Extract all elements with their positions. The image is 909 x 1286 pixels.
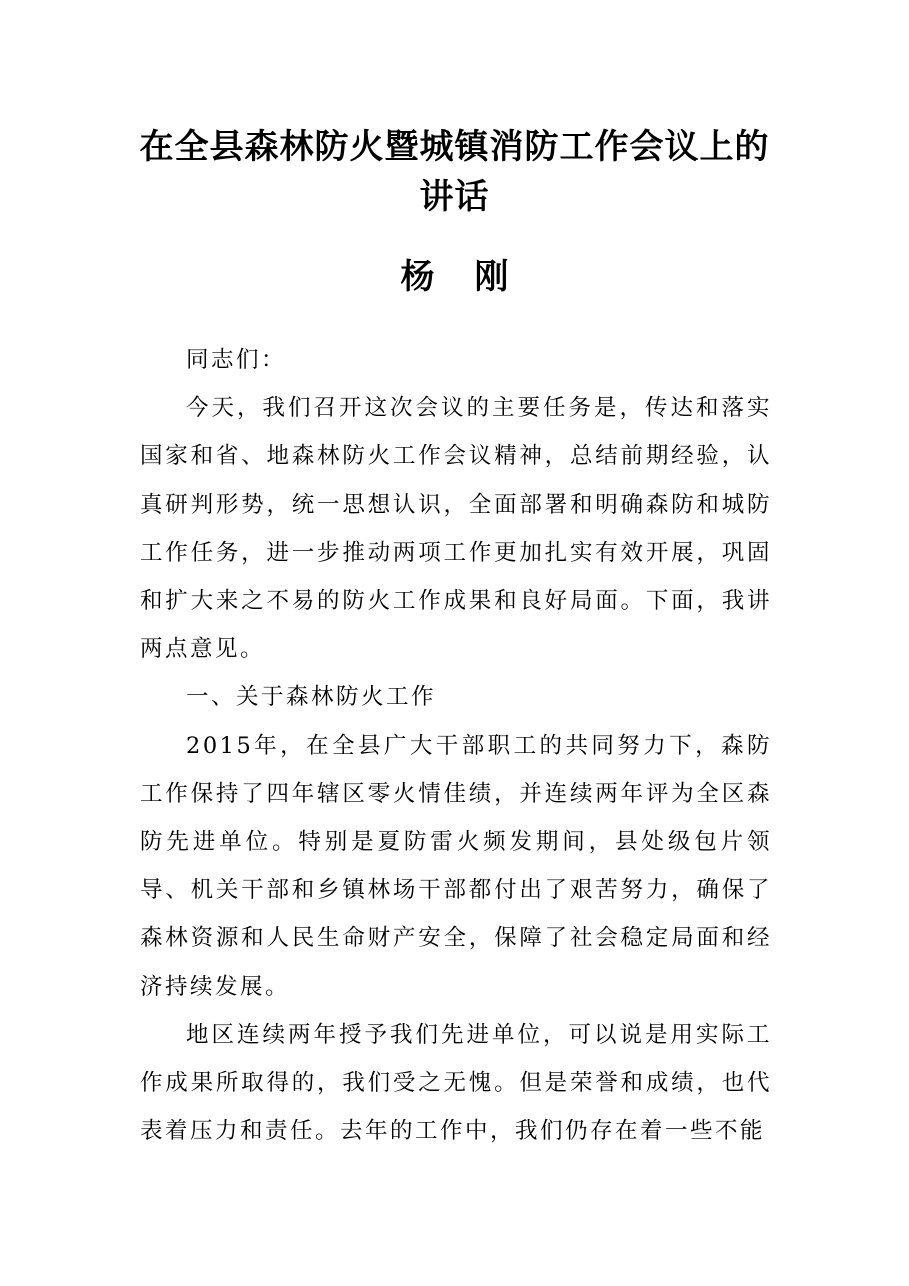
body-paragraph: 地区连续两年授予我们先进单位，可以说是用实际工作成果所取得的，我们受之无愧。但是荣誉和成绩，也代表着压力和责任。去年的工作中，我们仍存在着一些不能 <box>140 1021 772 1145</box>
author-given-name: 刚 <box>474 257 509 297</box>
body-paragraph: 今天，我们召开这次会议的主要任务是，传达和落实国家和省、地森林防火工作会议精神，总结前期经验，认真研判形势，统一思想认识，全面部署和明确森防和城防工作任务，进一步推动两项工作更加扎实有效开展，巩固和扩大来之不易的防火工作成果和良好局面。下面，我讲两点意见。 <box>140 395 772 663</box>
body-paragraph: 2015年，在全县广大干部职工的共同努力下，森防工作保持了四年辖区零火情佳绩，并连续两年评为全区森防先进单位。特别是夏防雷火频发期间，县处级包片领导、机关干部和乡镇林场干部都付出了艰苦努力，确保了森林资源和人民生命财产安全，保障了社会稳定局面和经济持续发展。 <box>140 732 772 1000</box>
document-title <box>120 122 789 222</box>
author-surname: 杨 <box>400 257 435 297</box>
document-title-line-1: 在全县森林防火暨城镇消防工作会议上的 <box>139 127 770 167</box>
author-name <box>0 252 909 302</box>
document-body <box>140 336 772 1155</box>
salutation-paragraph: 同志们： <box>186 347 287 373</box>
document-title-line-2: 讲话 <box>419 177 490 217</box>
section-heading: 一、关于森林防火工作 <box>186 684 437 711</box>
